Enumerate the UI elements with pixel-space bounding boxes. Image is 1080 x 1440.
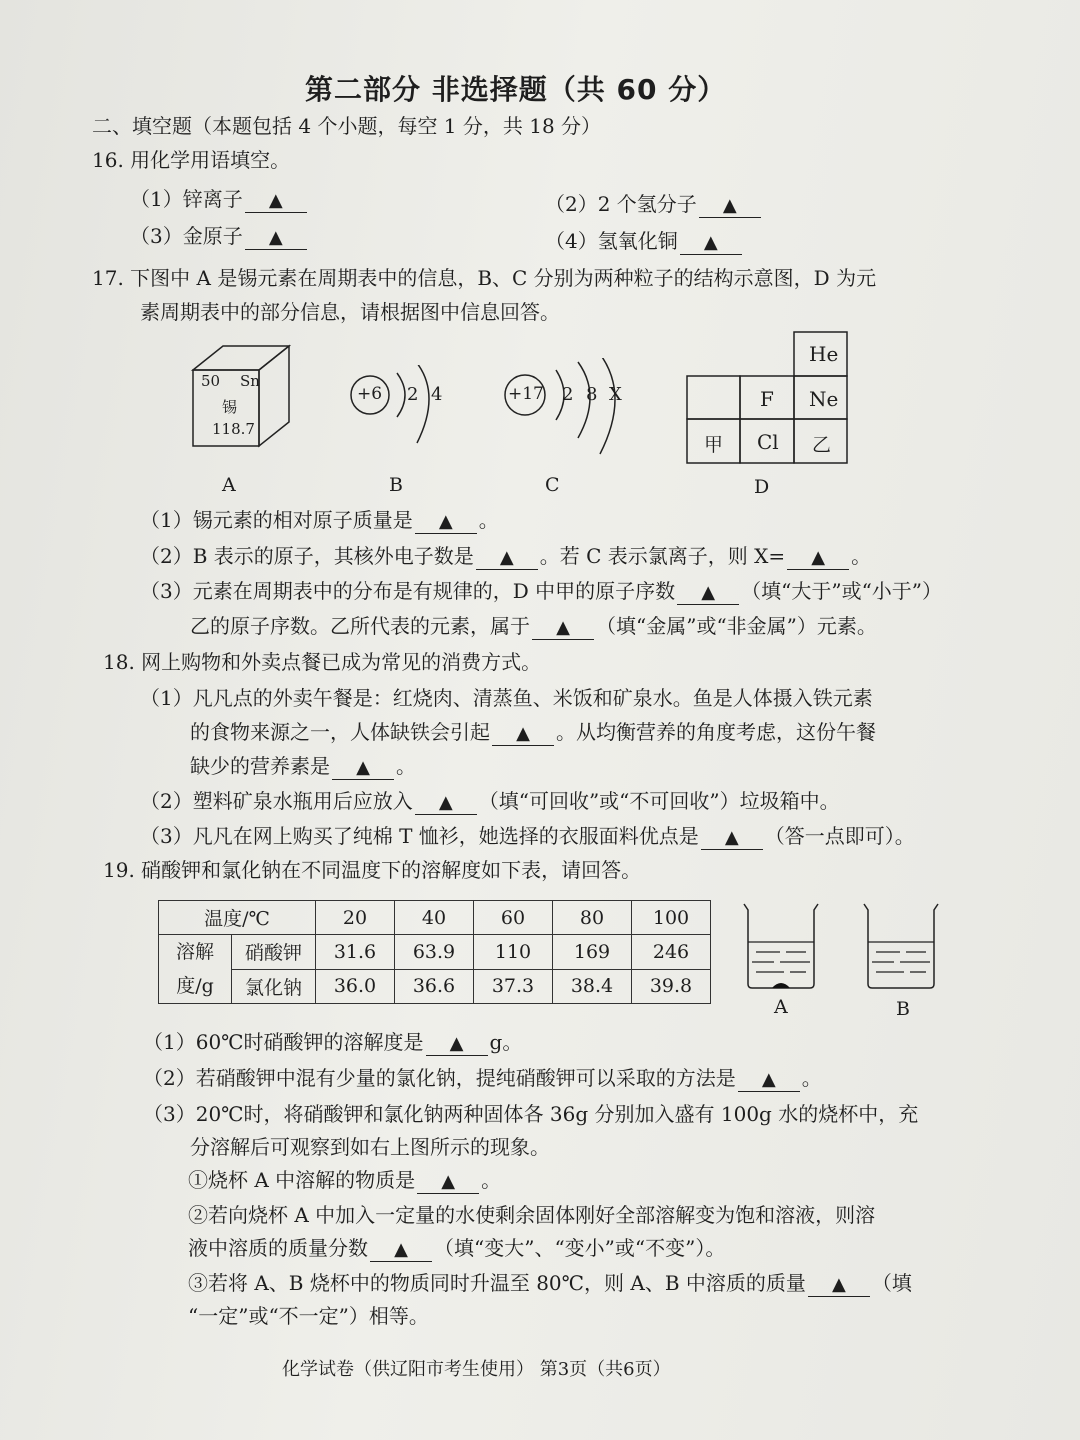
particle-diagram-c bbox=[500, 358, 640, 458]
header-solubility: 溶解 度/g bbox=[159, 935, 232, 1004]
tin-atomic-number: 50 bbox=[201, 372, 221, 390]
tin-symbol: Sn bbox=[240, 372, 260, 390]
figure-label-d: D bbox=[754, 476, 770, 498]
cell-ne: Ne bbox=[809, 387, 839, 411]
q19-stem: 19. 硝酸钾和氯化钠在不同温度下的溶解度如下表，请回答。 bbox=[103, 858, 642, 882]
temp-cell: 40 bbox=[395, 901, 474, 935]
q17-stem-line2: 素周期表中的部分信息，请根据图中信息回答。 bbox=[140, 300, 560, 324]
q17-stem-line1: 17. 下图中 A 是锡元素在周期表中的信息，B、C 分别为两种粒子的结构示意图，D 为元 bbox=[92, 266, 877, 290]
cell-jia: 甲 bbox=[704, 434, 724, 456]
section-heading: 二、填空题（本题包括 4 个小题，每空 1 分，共 18 分） bbox=[92, 114, 602, 138]
beaker-a-label: A bbox=[774, 996, 788, 1018]
q19-item3-line2: “一定”或“不一定”）相等。 bbox=[188, 1304, 429, 1328]
beaker-a-icon bbox=[740, 900, 822, 992]
b-nucleus: +6 bbox=[357, 384, 383, 404]
answer-blank[interactable]: ▲ bbox=[415, 792, 477, 815]
page-footer: 化学试卷（供辽阳市考生使用） 第3页（共6页） bbox=[282, 1359, 671, 1380]
header-temperature: 温度/℃ bbox=[159, 901, 316, 935]
b-shell1: 2 bbox=[407, 384, 419, 405]
q19-sub1: （1）60℃时硝酸钾的溶解度是 ▲ g。 bbox=[143, 1030, 523, 1054]
table-row bbox=[159, 969, 711, 1004]
particle-diagram-b bbox=[345, 365, 455, 455]
q19-sub2: （2）若硝酸钾中混有少量的氯化钠，提纯硝酸钾可以采取的方法是 ▲ 。 bbox=[143, 1066, 822, 1090]
cell-cl: Cl bbox=[757, 430, 779, 454]
table-cell: 63.9 bbox=[395, 935, 474, 970]
tin-atomic-mass: 118.7 bbox=[212, 420, 255, 438]
beaker-b-icon bbox=[860, 900, 942, 992]
q19-item2-line1: ②若向烧杯 A 中加入一定量的水使剩余固体刚好全部溶解变为饱和溶液，则溶 bbox=[188, 1203, 876, 1227]
q17-sub3: （3）元素在周期表中的分布是有规律的，D 中甲的原子序数 ▲ （填“大于”或“小于”） bbox=[140, 579, 943, 603]
answer-blank[interactable]: ▲ bbox=[476, 547, 538, 570]
q16-part2: （2）2 个氢分子 ▲ bbox=[545, 190, 763, 218]
beaker-b-label: B bbox=[896, 998, 910, 1020]
q19-sub3-line2: 分溶解后可观察到如右上图所示的现象。 bbox=[190, 1135, 550, 1159]
c-shell1: 2 bbox=[562, 384, 574, 405]
answer-blank[interactable]: ▲ bbox=[245, 190, 307, 213]
table-row bbox=[159, 901, 711, 935]
q18-sub1-line2: 的食物来源之一，人体缺铁会引起 ▲ 。从均衡营养的角度考虑，这份午餐 bbox=[190, 720, 876, 744]
answer-blank[interactable]: ▲ bbox=[787, 547, 849, 570]
c-nucleus: +17 bbox=[508, 384, 544, 404]
answer-blank[interactable]: ▲ bbox=[738, 1069, 800, 1092]
answer-blank[interactable]: ▲ bbox=[417, 1171, 479, 1194]
table-cell: 169 bbox=[553, 935, 632, 970]
answer-blank[interactable]: ▲ bbox=[680, 232, 742, 255]
q18-sub1-line1: （1）凡凡点的外卖午餐是：红烧肉、清蒸鱼、米饭和矿泉水。鱼是人体摄入铁元素 bbox=[140, 686, 873, 710]
temp-cell: 80 bbox=[553, 901, 632, 935]
answer-blank[interactable]: ▲ bbox=[245, 227, 307, 250]
answer-blank[interactable]: ▲ bbox=[532, 617, 594, 640]
temp-cell: 60 bbox=[474, 901, 553, 935]
q19-item3-line1: ③若将 A、B 烧杯中的物质同时升温至 80℃，则 A、B 中溶质的质量 ▲ （填 bbox=[188, 1271, 912, 1295]
table-cell: 39.8 bbox=[632, 969, 711, 1004]
q19-sub3-line1: （3）20℃时，将硝酸钾和氯化钠两种固体各 36g 分别加入盛有 100g 水的烧杯中，充 bbox=[143, 1102, 919, 1126]
q17-sub1: （1）锡元素的相对原子质量是 ▲ 。 bbox=[140, 508, 499, 532]
table-row bbox=[159, 935, 711, 970]
table-cell: 36.0 bbox=[316, 969, 395, 1004]
cell-he: He bbox=[809, 342, 839, 366]
answer-blank[interactable]: ▲ bbox=[415, 511, 477, 534]
answer-blank[interactable]: ▲ bbox=[699, 195, 761, 218]
cell-f: F bbox=[760, 387, 774, 411]
q19-item2-line2: 液中溶质的质量分数 ▲ （填“变大”、“变小”或“不变”）。 bbox=[188, 1236, 726, 1260]
q17-sub3-cont: 乙的原子序数。乙所代表的元素，属于 ▲ （填“金属”或“非金属”）元素。 bbox=[190, 614, 877, 638]
answer-blank[interactable]: ▲ bbox=[426, 1033, 488, 1056]
b-shell2: 4 bbox=[431, 384, 443, 405]
table-cell: 110 bbox=[474, 935, 553, 970]
q19-item1: ①烧杯 A 中溶解的物质是 ▲ 。 bbox=[188, 1168, 502, 1192]
q18-sub1-line3: 缺少的营养素是 ▲ 。 bbox=[190, 754, 416, 778]
answer-blank[interactable]: ▲ bbox=[492, 723, 554, 746]
table-cell: 31.6 bbox=[316, 935, 395, 970]
q16-part1: （1）锌离子 ▲ bbox=[130, 185, 309, 213]
answer-blank[interactable]: ▲ bbox=[332, 757, 394, 780]
page-title: 第二部分 非选择题（共 60 分） bbox=[305, 73, 727, 106]
answer-blank[interactable]: ▲ bbox=[370, 1239, 432, 1262]
answer-blank[interactable]: ▲ bbox=[808, 1274, 870, 1297]
q17-sub2: （2）B 表示的原子，其核外电子数是 ▲ 。若 C 表示氯离子，则 X= ▲ 。 bbox=[140, 544, 872, 568]
tin-name: 锡 bbox=[222, 398, 238, 416]
q18-stem: 18. 网上购物和外卖点餐已成为常见的消费方式。 bbox=[103, 650, 542, 674]
figure-label-a: A bbox=[222, 474, 236, 496]
answer-blank[interactable]: ▲ bbox=[677, 582, 739, 605]
figure-label-b: B bbox=[389, 474, 403, 496]
row-label-nacl: 氯化钠 bbox=[232, 969, 316, 1004]
c-shell2: 8 bbox=[586, 384, 598, 405]
table-cell: 37.3 bbox=[474, 969, 553, 1004]
q16-part4: （4）氢氧化铜 ▲ bbox=[545, 227, 744, 255]
cell-yi: 乙 bbox=[812, 434, 832, 456]
solubility-table bbox=[158, 900, 711, 1004]
table-cell: 36.6 bbox=[395, 969, 474, 1004]
q16-stem: 16. 用化学用语填空。 bbox=[92, 148, 291, 172]
q18-sub3: （3）凡凡在网上购买了纯棉 T 恤衫，她选择的衣服面料优点是 ▲ （答一点即可）。 bbox=[140, 824, 915, 848]
temp-cell: 20 bbox=[316, 901, 395, 935]
answer-blank[interactable]: ▲ bbox=[701, 827, 763, 850]
figure-label-c: C bbox=[545, 474, 560, 496]
temp-cell: 100 bbox=[632, 901, 711, 935]
q18-sub2: （2）塑料矿泉水瓶用后应放入 ▲ （填“可回收”或“不可回收”）垃圾箱中。 bbox=[140, 789, 840, 813]
c-shell3: X bbox=[609, 384, 622, 405]
table-cell: 246 bbox=[632, 935, 711, 970]
q16-part3: （3）金原子 ▲ bbox=[130, 222, 309, 250]
row-label-kno3: 硝酸钾 bbox=[232, 935, 316, 970]
table-cell: 38.4 bbox=[553, 969, 632, 1004]
